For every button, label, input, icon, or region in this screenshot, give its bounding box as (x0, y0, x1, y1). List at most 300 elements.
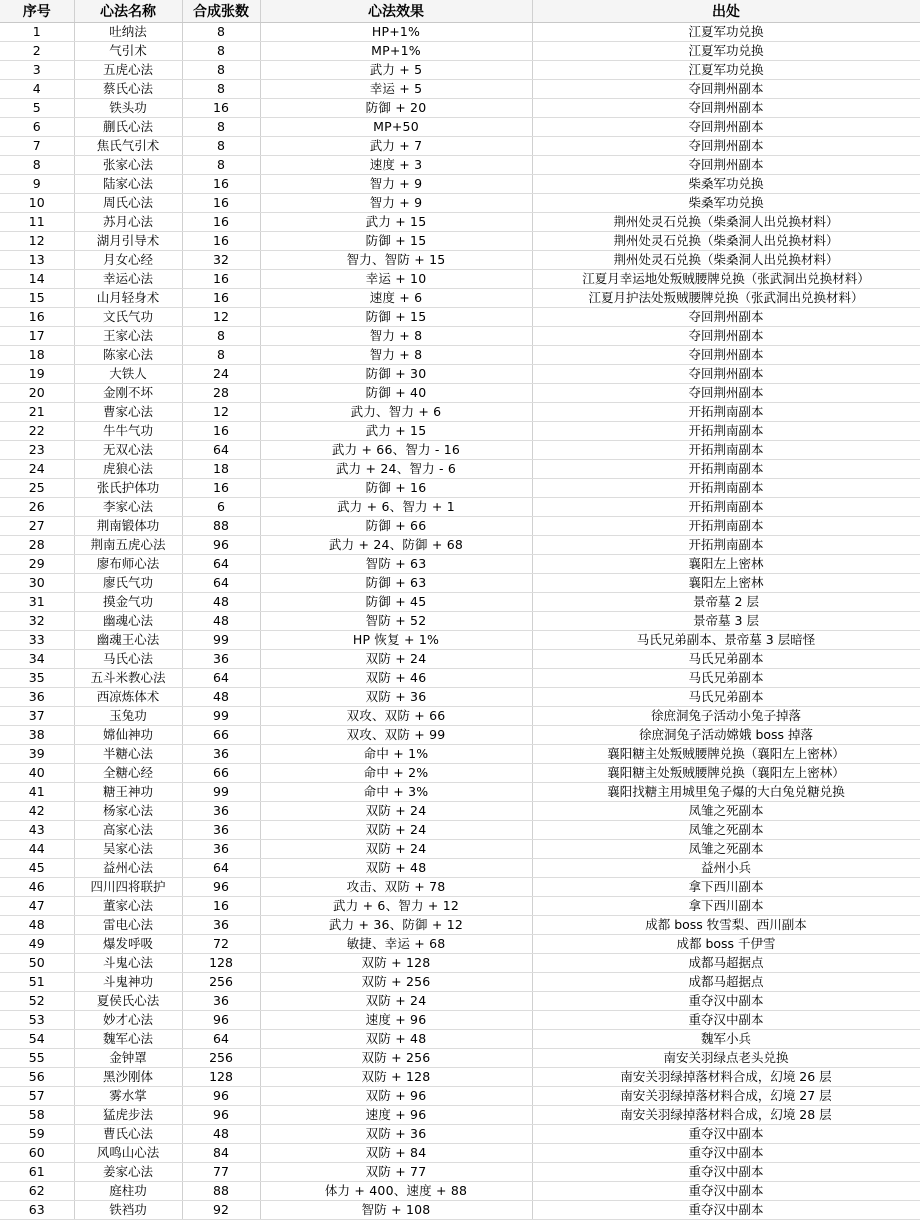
cell-index: 14 (0, 270, 74, 289)
cell-source: 荆州处灵石兑换（柴桑洞人出兑换材料） (532, 251, 920, 270)
cell-skill-name: 虎狼心法 (74, 460, 182, 479)
cell-effect: 武力 + 7 (260, 137, 532, 156)
cell-effect: 双防 + 256 (260, 1049, 532, 1068)
cell-card-count: 64 (182, 555, 260, 574)
cell-effect: 双攻、双防 + 66 (260, 707, 532, 726)
table-row (0, 764, 920, 783)
cell-effect: 武力 + 15 (260, 213, 532, 232)
cell-source: 开拓荆南副本 (532, 517, 920, 536)
cell-effect: 双防 + 128 (260, 1068, 532, 1087)
table-row (0, 1144, 920, 1163)
cell-skill-name: 曹家心法 (74, 403, 182, 422)
cell-index: 21 (0, 403, 74, 422)
cell-skill-name: 斗鬼心法 (74, 954, 182, 973)
cell-index: 55 (0, 1049, 74, 1068)
table-row (0, 1011, 920, 1030)
cell-source: 开拓荆南副本 (532, 479, 920, 498)
table-row (0, 1163, 920, 1182)
cell-card-count: 128 (182, 1068, 260, 1087)
cell-card-count: 36 (182, 992, 260, 1011)
cell-effect: 武力、智力 + 6 (260, 403, 532, 422)
cell-effect: 防御 + 30 (260, 365, 532, 384)
cell-effect: 防御 + 63 (260, 574, 532, 593)
cell-effect: 速度 + 96 (260, 1106, 532, 1125)
cell-card-count: 8 (182, 61, 260, 80)
cell-source: 襄阳左上密林 (532, 574, 920, 593)
cell-card-count: 16 (182, 270, 260, 289)
cell-index: 49 (0, 935, 74, 954)
cell-index: 51 (0, 973, 74, 992)
cell-effect: 命中 + 2% (260, 764, 532, 783)
cell-index: 32 (0, 612, 74, 631)
cell-index: 13 (0, 251, 74, 270)
cell-index: 25 (0, 479, 74, 498)
cell-index: 12 (0, 232, 74, 251)
cell-skill-name: 文氏气功 (74, 308, 182, 327)
cell-card-count: 256 (182, 1049, 260, 1068)
table-row (0, 650, 920, 669)
cell-skill-name: 猛虎步法 (74, 1106, 182, 1125)
cell-skill-name: 李家心法 (74, 498, 182, 517)
cell-skill-name: 气引术 (74, 42, 182, 61)
cell-card-count: 96 (182, 536, 260, 555)
cell-effect: 双防 + 48 (260, 859, 532, 878)
cell-index: 5 (0, 99, 74, 118)
cell-index: 20 (0, 384, 74, 403)
table-row (0, 973, 920, 992)
cell-effect: 幸运 + 5 (260, 80, 532, 99)
table-row (0, 23, 920, 42)
cell-skill-name: 半糖心法 (74, 745, 182, 764)
cell-card-count: 12 (182, 403, 260, 422)
cell-card-count: 8 (182, 42, 260, 61)
cell-card-count: 16 (182, 194, 260, 213)
cell-skill-name: 董家心法 (74, 897, 182, 916)
cell-card-count: 16 (182, 175, 260, 194)
table-row (0, 1030, 920, 1049)
table-row (0, 821, 920, 840)
cell-effect: 智防 + 108 (260, 1201, 532, 1220)
cell-source: 江夏月护法处叛贼腰牌兑换（张武洞出兑换材料） (532, 289, 920, 308)
cell-effect: 速度 + 3 (260, 156, 532, 175)
table-row (0, 403, 920, 422)
cell-skill-name: 廖布师心法 (74, 555, 182, 574)
cell-index: 6 (0, 118, 74, 137)
cell-index: 1 (0, 23, 74, 42)
cell-effect: 双防 + 48 (260, 1030, 532, 1049)
cell-source: 襄阳糖主处叛贼腰牌兑换（襄阳左上密林） (532, 745, 920, 764)
cell-card-count: 12 (182, 308, 260, 327)
cell-card-count: 36 (182, 821, 260, 840)
cell-effect: 双防 + 46 (260, 669, 532, 688)
cell-card-count: 18 (182, 460, 260, 479)
cell-effect: 智防 + 63 (260, 555, 532, 574)
cell-index: 19 (0, 365, 74, 384)
table-row (0, 726, 920, 745)
cell-skill-name: 陆家心法 (74, 175, 182, 194)
cell-effect: 防御 + 15 (260, 232, 532, 251)
table-row (0, 460, 920, 479)
cell-skill-name: 幸运心法 (74, 270, 182, 289)
cell-source: 凤雏之死副本 (532, 840, 920, 859)
cell-skill-name: 吐纳法 (74, 23, 182, 42)
cell-index: 10 (0, 194, 74, 213)
cell-skill-name: 无双心法 (74, 441, 182, 460)
cell-index: 2 (0, 42, 74, 61)
cell-index: 18 (0, 346, 74, 365)
cell-effect: 武力 + 24、防御 + 68 (260, 536, 532, 555)
cell-card-count: 16 (182, 232, 260, 251)
cell-card-count: 48 (182, 612, 260, 631)
cell-card-count: 96 (182, 878, 260, 897)
cell-effect: 智力、智防 + 15 (260, 251, 532, 270)
cell-skill-name: 玉兔功 (74, 707, 182, 726)
cell-card-count: 16 (182, 99, 260, 118)
cell-effect: 速度 + 6 (260, 289, 532, 308)
cell-source: 夺回荆州副本 (532, 99, 920, 118)
table-row (0, 992, 920, 1011)
cell-effect: 体力 + 400、速度 + 88 (260, 1182, 532, 1201)
cell-source: 拿下西川副本 (532, 878, 920, 897)
header-source: 出处 (532, 0, 920, 23)
cell-effect: 双防 + 256 (260, 973, 532, 992)
header-row (0, 0, 920, 23)
cell-index: 52 (0, 992, 74, 1011)
cell-skill-name: 嫦仙神功 (74, 726, 182, 745)
cell-skill-name: 吴家心法 (74, 840, 182, 859)
cell-source: 马氏兄弟副本 (532, 669, 920, 688)
cell-index: 7 (0, 137, 74, 156)
cell-source: 柴桑军功兑换 (532, 175, 920, 194)
cell-skill-name: 姜家心法 (74, 1163, 182, 1182)
cell-effect: 双防 + 24 (260, 840, 532, 859)
table-row (0, 365, 920, 384)
table-row (0, 1182, 920, 1201)
cell-index: 34 (0, 650, 74, 669)
cell-card-count: 36 (182, 802, 260, 821)
cell-card-count: 48 (182, 1125, 260, 1144)
cell-effect: 智力 + 8 (260, 327, 532, 346)
cell-skill-name: 月女心经 (74, 251, 182, 270)
cell-effect: 防御 + 16 (260, 479, 532, 498)
cell-source: 夺回荆州副本 (532, 80, 920, 99)
cell-index: 48 (0, 916, 74, 935)
cell-source: 凤雏之死副本 (532, 821, 920, 840)
cell-index: 17 (0, 327, 74, 346)
cell-index: 27 (0, 517, 74, 536)
cell-skill-name: 蒯氏心法 (74, 118, 182, 137)
cell-card-count: 88 (182, 517, 260, 536)
cell-index: 39 (0, 745, 74, 764)
cell-card-count: 64 (182, 1030, 260, 1049)
cell-source: 柴桑军功兑换 (532, 194, 920, 213)
table-row (0, 802, 920, 821)
cell-source: 夺回荆州副本 (532, 308, 920, 327)
cell-effect: 双防 + 128 (260, 954, 532, 973)
cell-skill-name: 全糖心经 (74, 764, 182, 783)
cell-skill-name: 魏军心法 (74, 1030, 182, 1049)
cell-card-count: 64 (182, 669, 260, 688)
cell-skill-name: 西凉炼体术 (74, 688, 182, 707)
cell-effect: 防御 + 66 (260, 517, 532, 536)
cell-card-count: 92 (182, 1201, 260, 1220)
cell-card-count: 48 (182, 593, 260, 612)
cell-index: 31 (0, 593, 74, 612)
cell-card-count: 66 (182, 726, 260, 745)
cell-index: 41 (0, 783, 74, 802)
table-row (0, 80, 920, 99)
cell-index: 60 (0, 1144, 74, 1163)
cell-index: 54 (0, 1030, 74, 1049)
cell-source: 景帝墓 3 层 (532, 612, 920, 631)
cell-card-count: 36 (182, 650, 260, 669)
cell-source: 景帝墓 2 层 (532, 593, 920, 612)
table-row (0, 137, 920, 156)
cell-skill-name: 夏侯氏心法 (74, 992, 182, 1011)
cell-card-count: 16 (182, 479, 260, 498)
cell-skill-name: 山月轻身术 (74, 289, 182, 308)
cell-card-count: 16 (182, 897, 260, 916)
table-row (0, 517, 920, 536)
cell-card-count: 77 (182, 1163, 260, 1182)
cell-skill-name: 爆发呼吸 (74, 935, 182, 954)
cell-skill-name: 幽魂心法 (74, 612, 182, 631)
cell-effect: 防御 + 20 (260, 99, 532, 118)
cell-index: 35 (0, 669, 74, 688)
cell-source: 夺回荆州副本 (532, 327, 920, 346)
cell-skill-name: 张氏护体功 (74, 479, 182, 498)
cell-effect: 命中 + 1% (260, 745, 532, 764)
cell-card-count: 99 (182, 783, 260, 802)
cell-index: 44 (0, 840, 74, 859)
cell-effect: 双攻、双防 + 99 (260, 726, 532, 745)
cell-effect: 防御 + 45 (260, 593, 532, 612)
cell-card-count: 8 (182, 156, 260, 175)
cell-index: 53 (0, 1011, 74, 1030)
cell-card-count: 8 (182, 137, 260, 156)
cell-source: 成都马超据点 (532, 954, 920, 973)
table-row (0, 422, 920, 441)
cell-index: 30 (0, 574, 74, 593)
cell-source: 夺回荆州副本 (532, 346, 920, 365)
table-row (0, 118, 920, 137)
cell-card-count: 8 (182, 118, 260, 137)
cell-source: 江夏军功兑换 (532, 61, 920, 80)
cell-index: 24 (0, 460, 74, 479)
cell-effect: HP+1% (260, 23, 532, 42)
cell-source: 夺回荆州副本 (532, 384, 920, 403)
table-row (0, 1049, 920, 1068)
cell-card-count: 8 (182, 327, 260, 346)
cell-card-count: 96 (182, 1011, 260, 1030)
cell-effect: MP+1% (260, 42, 532, 61)
cell-source: 重夺汉中副本 (532, 1011, 920, 1030)
cell-source: 马氏兄弟副本 (532, 650, 920, 669)
table-row (0, 745, 920, 764)
cell-effect: 武力 + 5 (260, 61, 532, 80)
table-row (0, 498, 920, 517)
cell-index: 43 (0, 821, 74, 840)
table-row (0, 232, 920, 251)
cell-index: 26 (0, 498, 74, 517)
cell-skill-name: 风鸣山心法 (74, 1144, 182, 1163)
table-row (0, 631, 920, 650)
cell-skill-name: 庭柱功 (74, 1182, 182, 1201)
cell-index: 56 (0, 1068, 74, 1087)
table-row (0, 479, 920, 498)
cell-index: 58 (0, 1106, 74, 1125)
cell-skill-name: 铁裆功 (74, 1201, 182, 1220)
table-row (0, 99, 920, 118)
cell-skill-name: 蔡氏心法 (74, 80, 182, 99)
cell-index: 42 (0, 802, 74, 821)
cell-card-count: 128 (182, 954, 260, 973)
cell-source: 重夺汉中副本 (532, 1163, 920, 1182)
cell-card-count: 84 (182, 1144, 260, 1163)
cell-source: 开拓荆南副本 (532, 403, 920, 422)
table-row (0, 1087, 920, 1106)
cell-skill-name: 焦氏气引术 (74, 137, 182, 156)
cell-card-count: 48 (182, 688, 260, 707)
cell-index: 11 (0, 213, 74, 232)
cell-source: 襄阳左上密林 (532, 555, 920, 574)
cell-effect: 武力 + 6、智力 + 1 (260, 498, 532, 517)
cell-source: 南安关羽绿掉落材料合成，幻境 26 层 (532, 1068, 920, 1087)
cell-index: 40 (0, 764, 74, 783)
cell-card-count: 99 (182, 631, 260, 650)
cell-card-count: 36 (182, 916, 260, 935)
cell-effect: 速度 + 96 (260, 1011, 532, 1030)
cell-index: 37 (0, 707, 74, 726)
cell-skill-name: 金刚不坏 (74, 384, 182, 403)
table-body (0, 23, 920, 1220)
cell-skill-name: 高家心法 (74, 821, 182, 840)
cell-index: 15 (0, 289, 74, 308)
table-row (0, 897, 920, 916)
cell-source: 南安关羽绿掉落材料合成，幻境 27 层 (532, 1087, 920, 1106)
cell-source: 开拓荆南副本 (532, 536, 920, 555)
cell-index: 36 (0, 688, 74, 707)
table-row (0, 251, 920, 270)
cell-card-count: 99 (182, 707, 260, 726)
table-row (0, 536, 920, 555)
cell-source: 拿下西川副本 (532, 897, 920, 916)
cell-skill-name: 斗鬼神功 (74, 973, 182, 992)
table-row (0, 669, 920, 688)
table-row (0, 42, 920, 61)
table-row (0, 213, 920, 232)
cell-skill-name: 荆南五虎心法 (74, 536, 182, 555)
table-row (0, 308, 920, 327)
cell-index: 23 (0, 441, 74, 460)
cell-skill-name: 摸金气功 (74, 593, 182, 612)
cell-skill-name: 荆南锻体功 (74, 517, 182, 536)
cell-source: 江夏军功兑换 (532, 42, 920, 61)
cell-skill-name: 五斗米教心法 (74, 669, 182, 688)
table-row (0, 783, 920, 802)
header-index: 序号 (0, 0, 74, 23)
cell-effect: 双防 + 77 (260, 1163, 532, 1182)
cell-effect: 双防 + 24 (260, 992, 532, 1011)
cell-source: 重夺汉中副本 (532, 992, 920, 1011)
cell-skill-name: 曹氏心法 (74, 1125, 182, 1144)
table-row (0, 859, 920, 878)
cell-skill-name: 王家心法 (74, 327, 182, 346)
cell-source: 马氏兄弟副本、景帝墓 3 层暗怪 (532, 631, 920, 650)
cell-card-count: 96 (182, 1106, 260, 1125)
cell-skill-name: 铁头功 (74, 99, 182, 118)
table-row (0, 175, 920, 194)
cell-card-count: 96 (182, 1087, 260, 1106)
cell-source: 徐庶洞兔子活动小兔子掉落 (532, 707, 920, 726)
cell-effect: 武力 + 24、智力 - 6 (260, 460, 532, 479)
cell-source: 魏军小兵 (532, 1030, 920, 1049)
cell-card-count: 6 (182, 498, 260, 517)
table-row (0, 346, 920, 365)
cell-effect: 智力 + 9 (260, 175, 532, 194)
cell-effect: 敏捷、幸运 + 68 (260, 935, 532, 954)
cell-source: 开拓荆南副本 (532, 422, 920, 441)
cell-card-count: 24 (182, 365, 260, 384)
table-row (0, 555, 920, 574)
cell-card-count: 256 (182, 973, 260, 992)
cell-effect: MP+50 (260, 118, 532, 137)
cell-skill-name: 五虎心法 (74, 61, 182, 80)
table-row (0, 156, 920, 175)
cell-card-count: 36 (182, 745, 260, 764)
cell-skill-name: 杨家心法 (74, 802, 182, 821)
cell-skill-name: 马氏心法 (74, 650, 182, 669)
cell-source: 成都 boss 牧雪梨、西川副本 (532, 916, 920, 935)
cell-card-count: 64 (182, 574, 260, 593)
cell-index: 57 (0, 1087, 74, 1106)
header-skill-name: 心法名称 (74, 0, 182, 23)
cell-effect: 攻击、双防 + 78 (260, 878, 532, 897)
cell-source: 凤雏之死副本 (532, 802, 920, 821)
cell-skill-name: 益州心法 (74, 859, 182, 878)
table-row (0, 878, 920, 897)
cell-effect: 双防 + 36 (260, 688, 532, 707)
cell-index: 28 (0, 536, 74, 555)
cell-source: 夺回荆州副本 (532, 156, 920, 175)
cell-effect: 武力 + 6、智力 + 12 (260, 897, 532, 916)
cell-source: 开拓荆南副本 (532, 498, 920, 517)
cell-source: 夺回荆州副本 (532, 118, 920, 137)
cell-index: 29 (0, 555, 74, 574)
cell-index: 61 (0, 1163, 74, 1182)
cell-effect: 幸运 + 10 (260, 270, 532, 289)
table-row (0, 916, 920, 935)
cell-source: 徐庶洞兔子活动嫦娥 boss 掉落 (532, 726, 920, 745)
cell-effect: 双防 + 24 (260, 802, 532, 821)
cell-effect: 防御 + 40 (260, 384, 532, 403)
table-row (0, 688, 920, 707)
table-row (0, 1125, 920, 1144)
cell-skill-name: 陈家心法 (74, 346, 182, 365)
cell-card-count: 32 (182, 251, 260, 270)
cell-skill-name: 苏月心法 (74, 213, 182, 232)
cell-source: 马氏兄弟副本 (532, 688, 920, 707)
cell-effect: 武力 + 36、防御 + 12 (260, 916, 532, 935)
cell-source: 益州小兵 (532, 859, 920, 878)
table-row (0, 840, 920, 859)
cell-index: 45 (0, 859, 74, 878)
cell-card-count: 64 (182, 441, 260, 460)
table-row (0, 574, 920, 593)
cell-skill-name: 糖王神功 (74, 783, 182, 802)
cell-skill-name: 湖月引导术 (74, 232, 182, 251)
cell-effect: 防御 + 15 (260, 308, 532, 327)
